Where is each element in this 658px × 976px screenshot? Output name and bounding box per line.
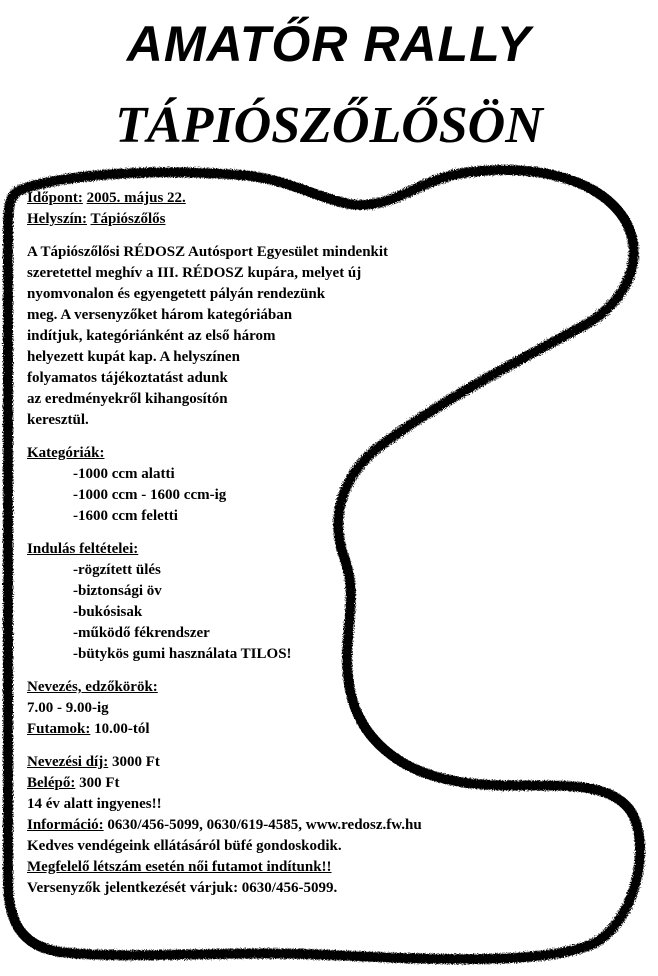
- intro-line: szeretettel meghív a III. RÉDOSZ kupára, melyet új: [27, 265, 362, 281]
- date-label: Időpont:: [27, 190, 83, 206]
- place-value: Tápiószőlős: [90, 211, 166, 227]
- category-item: -1000 ccm alatti: [73, 466, 175, 482]
- closing-note: Versenyzők jelentkezését várjuk: 0630/456-5099.: [27, 880, 338, 896]
- races-label: Futamok:: [27, 721, 91, 737]
- condition-item: -biztonsági öv: [73, 583, 162, 599]
- date-value: 2005. május 22.: [86, 190, 186, 206]
- condition-item: -rögzített ülés: [73, 562, 161, 578]
- entry-heading: Nevezés, edzőkörök:: [27, 679, 158, 695]
- ticket-row: [27, 773, 497, 794]
- intro-paragraph: [27, 242, 487, 431]
- categories-heading: Kategóriák:: [27, 445, 105, 461]
- buffet-note: Kedves vendégeink ellátásáról büfé gondoskodik.: [27, 838, 342, 854]
- women-race-note: Megfelelő létszám esetén női futamot indítunk!!: [27, 859, 332, 875]
- entry-time: 7.00 - 9.00-ig: [27, 700, 109, 716]
- intro-line: nyomvonalon és egyengetett pályán rendezünk: [27, 286, 326, 302]
- flyer-content: [27, 188, 497, 899]
- races-time: 10.00-tól: [94, 721, 150, 737]
- intro-line: A Tápiószőlősi RÉDOSZ Autósport Egyesület mindenkit: [27, 244, 389, 260]
- place-row: [27, 209, 497, 230]
- intro-line: folyamatos tájékoztatást adunk: [27, 370, 228, 386]
- entry-fee-value: 3000 Ft: [111, 754, 160, 770]
- intro-line: az eredményekről kihangosítón: [27, 391, 228, 407]
- intro-line: keresztül.: [27, 412, 89, 428]
- category-item: -1000 ccm - 1600 ccm-ig: [73, 487, 227, 503]
- title-line-1: AMATŐR RALLY: [126, 16, 532, 72]
- title-line-2: TÁPIÓSZŐLŐSÖN: [115, 97, 543, 154]
- intro-line: indítjuk, kategóriánként az első három: [27, 328, 276, 344]
- condition-item: -működő fékrendszer: [73, 625, 210, 641]
- date-row: [27, 188, 497, 209]
- free-note: 14 év alatt ingyenes!!: [27, 796, 162, 812]
- entry-fee-row: [27, 752, 497, 773]
- intro-line: meg. A versenyzőket három kategóriában: [27, 307, 293, 323]
- place-label: Helyszín:: [27, 211, 87, 227]
- ticket-label: Belépő:: [27, 775, 76, 791]
- category-item: -1600 ccm feletti: [73, 508, 178, 524]
- ticket-value: 300 Ft: [79, 775, 120, 791]
- info-value: 0630/456-5099, 0630/619-4585, www.redosz.fw.hu: [107, 817, 422, 833]
- condition-item: -bukósisak: [73, 604, 143, 620]
- entry-fee-label: Nevezési díj:: [27, 754, 109, 770]
- info-label: Információ:: [27, 817, 104, 833]
- info-row: [27, 815, 497, 836]
- intro-line: helyezett kupát kap. A helyszínen: [27, 349, 240, 365]
- races-row: [27, 719, 497, 740]
- conditions-heading: Indulás feltételei:: [27, 541, 139, 557]
- condition-item: -bütykös gumi használata TILOS!: [73, 646, 292, 662]
